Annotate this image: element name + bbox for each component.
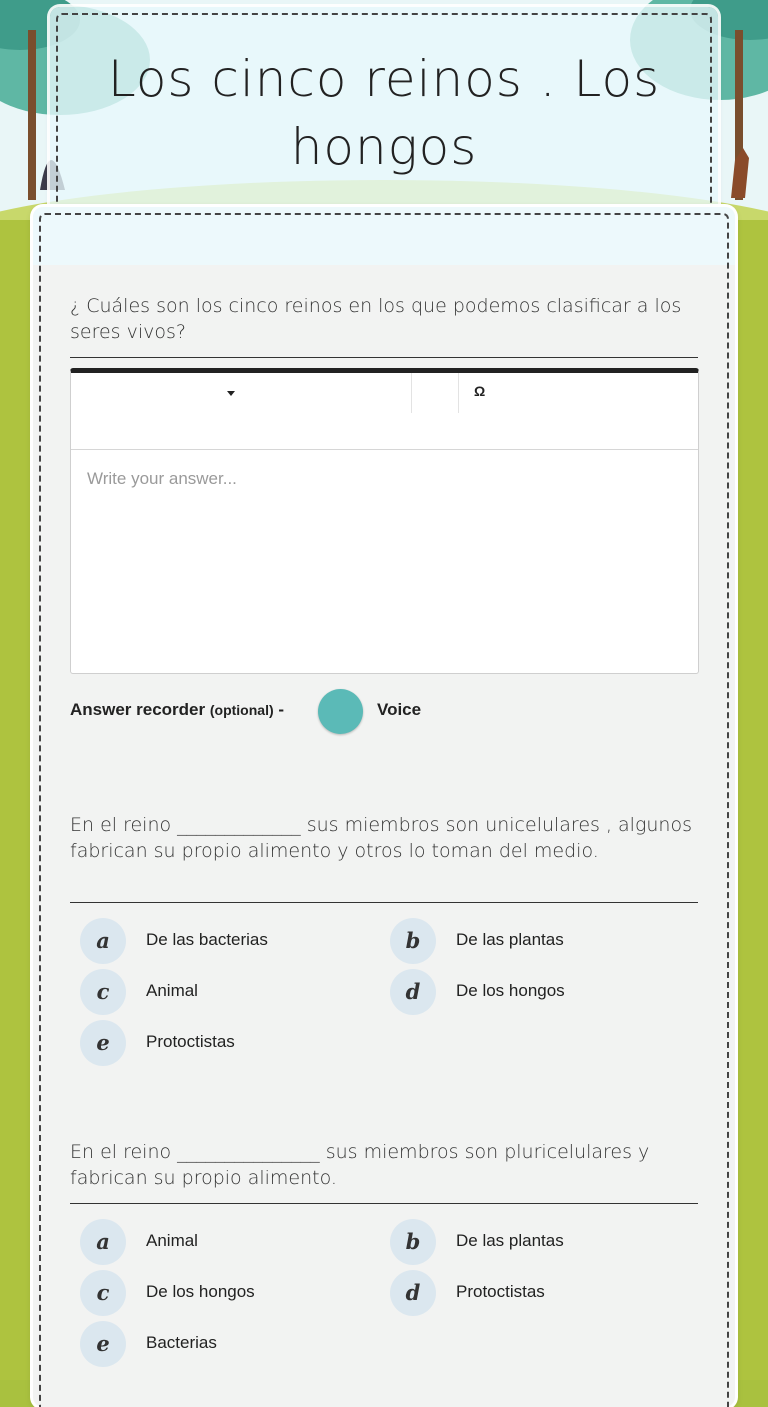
q2-option-d[interactable]: [390, 969, 690, 1015]
special-character-button[interactable]: Ω: [474, 383, 486, 399]
question-2-text: En el reino _____________ sus miembros son unicelulares , algunos fabrican su propio alimento y otros lo toman del medio.: [70, 814, 692, 862]
page-title: Los cinco reinos . Los hongos: [107, 50, 661, 176]
q2-option-a[interactable]: [80, 918, 380, 964]
option-letter-badge: d: [390, 1270, 436, 1316]
q3-option-c[interactable]: [80, 1270, 380, 1316]
option-label: Bacterias: [146, 1333, 217, 1352]
record-voice-button[interactable]: [318, 689, 363, 734]
option-label: De las bacterias: [146, 930, 268, 949]
option-letter-badge: c: [80, 969, 126, 1015]
question-3-divider: [70, 1203, 698, 1204]
recorder-optional: (optional): [209, 702, 274, 718]
editor-toolbar: [71, 373, 698, 450]
voice-label: Voice: [377, 700, 422, 719]
recorder-title: Answer recorder: [70, 700, 206, 719]
recorder-dash: -: [278, 700, 285, 719]
q2-option-e[interactable]: [80, 1020, 380, 1066]
q3-option-d[interactable]: [390, 1270, 690, 1316]
q2-option-c[interactable]: [80, 969, 380, 1015]
option-label: De las plantas: [456, 930, 564, 949]
question-2-divider: [70, 902, 698, 903]
option-label: Protoctistas: [456, 1282, 545, 1301]
option-letter-badge: e: [80, 1020, 126, 1066]
option-letter-badge: b: [390, 918, 436, 964]
question-3-text: En el reino _______________ sus miembros son pluricelulares y fabrican su propio alimento.: [70, 1141, 650, 1189]
option-letter-badge: a: [80, 1219, 126, 1265]
answer-editor[interactable]: [70, 368, 699, 674]
answer-recorder-label: [70, 700, 284, 720]
option-label: De las plantas: [456, 1231, 564, 1250]
answer-input-placeholder[interactable]: Write your answer...: [87, 469, 237, 488]
q3-option-a[interactable]: [80, 1219, 380, 1265]
question-1-divider: [70, 357, 698, 358]
chevron-down-icon: [227, 391, 235, 396]
option-label: De los hongos: [146, 1282, 255, 1301]
option-letter-badge: a: [80, 918, 126, 964]
option-label: De los hongos: [456, 981, 565, 1000]
option-label: Animal: [146, 1231, 198, 1250]
option-letter-badge: c: [80, 1270, 126, 1316]
question-1-text: ¿ Cuáles son los cinco reinos en los que podemos clasificar a los seres vivos?: [70, 295, 682, 343]
toolbar-separator: [458, 373, 459, 413]
q2-option-b[interactable]: [390, 918, 690, 964]
title-card: [50, 7, 718, 227]
option-letter-badge: e: [80, 1321, 126, 1367]
option-letter-badge: b: [390, 1219, 436, 1265]
q3-option-e[interactable]: [80, 1321, 380, 1367]
format-dropdown[interactable]: [71, 373, 412, 413]
option-label: Animal: [146, 981, 198, 1000]
option-label: Protoctistas: [146, 1032, 235, 1051]
option-letter-badge: d: [390, 969, 436, 1015]
q3-option-b[interactable]: [390, 1219, 690, 1265]
